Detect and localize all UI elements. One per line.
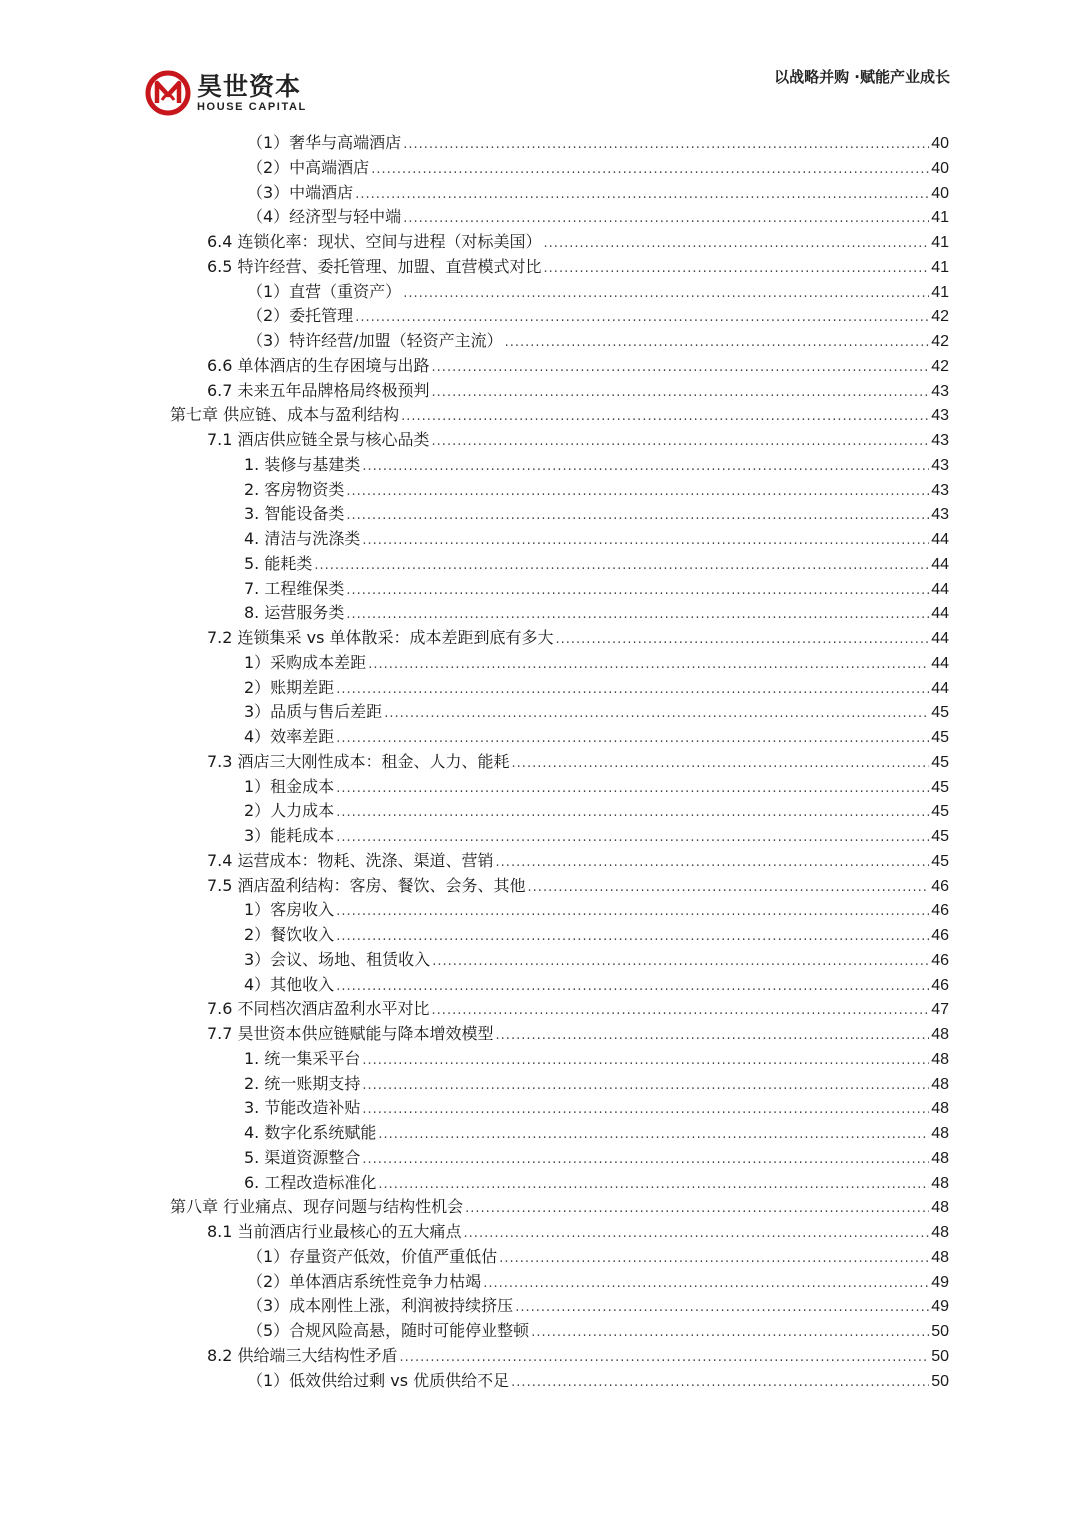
toc-entry-page: 45 — [931, 803, 949, 821]
toc-entry-title: 7.5 酒店盈利结构：客房、餐饮、会务、其他 — [207, 875, 526, 895]
toc-dot-leader — [362, 1148, 929, 1172]
toc-entry-page: 43 — [931, 506, 949, 524]
toc-entry[interactable] — [244, 1171, 949, 1195]
toc-entry-page: 48 — [931, 1026, 949, 1043]
toc-entry[interactable] — [207, 1220, 949, 1244]
toc-dot-leader — [378, 1173, 929, 1197]
toc-dot-leader — [336, 727, 929, 751]
toc-entry-page: 45 — [931, 753, 949, 771]
toc-dot-leader — [496, 1024, 930, 1048]
toc-entry[interactable] — [247, 280, 949, 304]
toc-entry-title: 4. 数字化系统赋能 — [244, 1123, 377, 1142]
toc-entry-page: 45 — [931, 778, 949, 796]
toc-dot-leader — [371, 158, 929, 182]
toc-entry[interactable] — [244, 1121, 949, 1145]
toc-dot-leader — [378, 1123, 929, 1147]
toc-entry-title: 第八章 行业痛点、现存问题与结构性机会 — [170, 1197, 464, 1217]
toc-entry-title: 1）采购成本差距 — [244, 652, 367, 672]
toc-entry-title: （5）合规风险高悬，随时可能停业整顿 — [247, 1321, 530, 1340]
toc-dot-leader — [515, 1296, 929, 1320]
toc-entry-page: 41 — [931, 283, 949, 301]
toc-dot-leader — [403, 282, 929, 306]
toc-entry-title: 3）品质与售后差距 — [244, 702, 383, 722]
toc-dot-leader — [505, 331, 930, 355]
toc-entry-page: 48 — [931, 1199, 949, 1217]
toc-entry-page: 43 — [931, 456, 949, 474]
toc-dot-leader — [336, 975, 929, 999]
toc-entry-page: 40 — [931, 159, 949, 177]
toc-entry-page: 48 — [931, 1149, 949, 1167]
toc-entry-page: 46 — [931, 927, 949, 944]
toc-entry-page: 46 — [931, 902, 949, 920]
toc-entry[interactable] — [244, 527, 949, 551]
toc-entry-page: 44 — [931, 531, 949, 548]
toc-entry-title: （1）存量资产低效，价值严重低估 — [247, 1246, 498, 1266]
toc-entry-title: （3）特许经营/加盟（轻资产主流） — [247, 331, 503, 350]
toc-entry-title: 7.2 连锁集采 vs 单体散采：成本差距到底有多大 — [207, 628, 554, 647]
toc-entry[interactable] — [247, 181, 949, 205]
toc-entry[interactable] — [207, 849, 949, 873]
toc-entry[interactable] — [244, 478, 949, 502]
toc-entry-title: 第七章 供应链、成本与盈利结构 — [170, 405, 400, 425]
toc-entry[interactable] — [207, 1022, 949, 1046]
toc-entry[interactable] — [244, 799, 949, 823]
toc-entry-page: 43 — [931, 432, 949, 449]
toc-entry[interactable] — [207, 1344, 949, 1368]
toc-entry-page: 44 — [931, 630, 949, 647]
toc-entry-title: 4）其他收入 — [244, 974, 335, 994]
toc-entry-page: 50 — [931, 1323, 949, 1340]
toc-entry-page: 43 — [931, 481, 949, 499]
logo-english-name: HOUSE CAPITAL — [197, 100, 307, 113]
toc-entry-title: 7.3 酒店三大刚性成本：租金、人力、能耗 — [207, 751, 510, 771]
toc-entry-page: 41 — [931, 209, 949, 227]
toc-entry[interactable] — [244, 1072, 949, 1096]
toc-entry[interactable] — [247, 1294, 949, 1318]
toc-entry[interactable] — [244, 502, 949, 526]
toc-entry-title: 4. 清洁与洗涤类 — [244, 529, 361, 548]
toc-entry-page: 48 — [931, 1125, 949, 1142]
toc-dot-leader — [346, 480, 929, 504]
toc-entry-title: 3）能耗成本 — [244, 826, 335, 845]
toc-entry[interactable] — [247, 1270, 949, 1294]
toc-entry[interactable] — [170, 403, 949, 427]
toc-dot-leader — [400, 1346, 930, 1370]
toc-entry-title: （1）低效供给过剩 vs 优质供给不足 — [247, 1370, 510, 1390]
toc-entry[interactable] — [244, 1146, 949, 1170]
toc-dot-leader — [403, 207, 929, 231]
toc-entry-title: 2）餐饮收入 — [244, 925, 335, 944]
toc-entry-page: 48 — [931, 1248, 949, 1266]
toc-entry-title: 2. 客房物资类 — [244, 479, 345, 499]
toc-entry-page: 48 — [931, 1075, 949, 1093]
toc-entry[interactable] — [207, 750, 949, 774]
toc-entry-title: 5. 渠道资源整合 — [244, 1147, 361, 1167]
toc-entry-title: 6. 工程改造标准化 — [244, 1172, 377, 1192]
toc-entry[interactable] — [247, 131, 949, 155]
toc-entry-page: 44 — [931, 654, 949, 672]
house-capital-logo — [145, 70, 307, 116]
toc-dot-leader — [544, 232, 930, 256]
toc-entry[interactable] — [244, 1047, 949, 1071]
toc-dot-leader — [346, 603, 929, 627]
toc-entry-page: 44 — [931, 679, 949, 697]
toc-dot-leader — [336, 777, 929, 801]
toc-entry-title: 7.6 不同档次酒店盈利水平对比 — [207, 999, 430, 1019]
toc-entry[interactable] — [207, 626, 949, 650]
toc-entry[interactable] — [244, 923, 949, 947]
toc-entry[interactable] — [207, 255, 949, 279]
toc-dot-leader — [362, 529, 929, 553]
toc-dot-leader — [432, 430, 930, 454]
toc-entry-page: 45 — [931, 852, 949, 870]
toc-dot-leader — [362, 1098, 929, 1122]
toc-dot-leader — [362, 1049, 929, 1073]
toc-entry[interactable] — [207, 428, 949, 452]
toc-dot-leader — [464, 1222, 930, 1246]
toc-entry-title: 6.4 连锁化率：现状、空间与进程（对标美国） — [207, 232, 542, 251]
toc-entry[interactable] — [207, 874, 949, 898]
toc-entry-title: 1）客房收入 — [244, 900, 335, 920]
toc-entry-page: 48 — [931, 1100, 949, 1118]
toc-entry-title: 8. 运营服务类 — [244, 603, 345, 623]
toc-entry-title: （2）中高端酒店 — [247, 157, 370, 177]
toc-dot-leader — [432, 999, 930, 1023]
toc-dot-leader — [384, 702, 929, 726]
toc-entry[interactable] — [247, 304, 949, 328]
toc-entry-page: 47 — [931, 1001, 949, 1019]
toc-entry-page: 46 — [931, 877, 949, 895]
toc-entry-title: 2）账期差距 — [244, 677, 335, 697]
toc-entry-title: 8.2 供给端三大结构性矛盾 — [207, 1345, 398, 1365]
toc-entry-page: 40 — [931, 135, 949, 152]
toc-entry-title: 1. 统一集采平台 — [244, 1048, 361, 1068]
toc-entry[interactable] — [244, 601, 949, 625]
toc-dot-leader — [355, 306, 929, 330]
toc-entry-page: 41 — [931, 258, 949, 276]
toc-entry-title: 1）租金成本 — [244, 776, 335, 796]
logo-chinese-name: 昊世资本 — [197, 71, 302, 101]
toc-entry-page: 48 — [931, 1174, 949, 1192]
toc-dot-leader — [432, 381, 930, 405]
toc-entry-title: （1）直营（重资产） — [247, 281, 402, 301]
toc-entry-page: 43 — [931, 407, 949, 425]
toc-entry-title: （2）委托管理 — [247, 306, 354, 326]
toc-dot-leader — [336, 826, 929, 850]
toc-dot-leader — [362, 455, 929, 479]
toc-entry[interactable] — [244, 824, 949, 848]
toc-entry[interactable] — [244, 948, 949, 972]
toc-dot-leader — [401, 405, 929, 429]
toc-dot-leader — [362, 1074, 929, 1098]
toc-entry[interactable] — [244, 973, 949, 997]
toc-dot-leader — [483, 1272, 929, 1296]
toc-entry-title: （2）单体酒店系统性竞争力枯竭 — [247, 1271, 482, 1291]
toc-dot-leader — [336, 678, 929, 702]
toc-entry-page: 49 — [931, 1273, 949, 1291]
toc-entry-page: 49 — [931, 1298, 949, 1316]
toc-dot-leader — [314, 554, 929, 578]
toc-dot-leader — [346, 579, 929, 603]
toc-entry-page: 41 — [931, 234, 949, 251]
toc-entry[interactable] — [247, 1369, 949, 1393]
toc-entry[interactable] — [244, 700, 949, 724]
toc-dot-leader — [368, 653, 929, 677]
toc-entry-page: 40 — [931, 184, 949, 202]
toc-entry-title: （3）中端酒店 — [247, 182, 354, 202]
toc-entry-page: 50 — [931, 1372, 949, 1390]
toc-entry-page: 42 — [931, 357, 949, 375]
toc-entry-title: 8.1 当前酒店行业最核心的五大痛点 — [207, 1222, 462, 1241]
toc-entry-page: 45 — [931, 828, 949, 845]
toc-entry-title: 7. 工程维保类 — [244, 578, 345, 598]
toc-entry-page: 46 — [931, 951, 949, 969]
toc-entry-title: 2）人力成本 — [244, 801, 335, 821]
toc-entry-title: 3. 节能改造补贴 — [244, 1098, 361, 1118]
toc-dot-leader — [432, 356, 930, 380]
toc-entry-title: 7.4 运营成本：物耗、洗涤、渠道、营销 — [207, 850, 494, 870]
toc-dot-leader — [499, 1247, 929, 1271]
toc-entry[interactable] — [244, 552, 949, 576]
toc-entry-title: 2. 统一账期支持 — [244, 1073, 361, 1093]
toc-entry-title: 6.5 特许经营、委托管理、加盟、直营模式对比 — [207, 256, 542, 276]
toc-entry-title: （4）经济型与轻中端 — [247, 207, 402, 227]
toc-dot-leader — [531, 1321, 929, 1345]
toc-entry[interactable] — [207, 997, 949, 1021]
toc-entry[interactable] — [244, 725, 949, 749]
toc-entry-page: 48 — [931, 1050, 949, 1068]
toc-entry[interactable] — [247, 205, 949, 229]
toc-entry[interactable] — [207, 354, 949, 378]
toc-dot-leader — [346, 504, 929, 528]
toc-dot-leader — [544, 257, 930, 281]
toc-entry[interactable] — [170, 1195, 949, 1219]
toc-entry-page: 45 — [931, 729, 949, 746]
toc-entry-title: 6.7 未来五年品牌格局终极预判 — [207, 380, 430, 400]
toc-entry[interactable] — [207, 379, 949, 403]
toc-entry[interactable] — [247, 1245, 949, 1269]
toc-entry-title: 7.1 酒店供应链全景与核心品类 — [207, 430, 430, 449]
page-header — [0, 0, 1080, 130]
toc-dot-leader — [336, 801, 929, 825]
toc-entry-page: 50 — [931, 1347, 949, 1365]
toc-entry-title: 6.6 单体酒店的生存困境与出路 — [207, 355, 430, 375]
toc-entry-page: 43 — [931, 382, 949, 400]
toc-entry[interactable] — [244, 453, 949, 477]
toc-dot-leader — [511, 1371, 929, 1395]
toc-entry-title: （3）成本刚性上涨，利润被持续挤压 — [247, 1296, 514, 1316]
toc-dot-leader — [556, 628, 930, 652]
toc-entry-page: 44 — [931, 580, 949, 598]
toc-entry-page: 44 — [931, 605, 949, 623]
toc-entry[interactable] — [247, 329, 949, 353]
toc-entry[interactable] — [247, 1319, 949, 1343]
logo-mark-icon — [145, 70, 191, 116]
header-slogan: 以战略并购 ·赋能产业成长 — [774, 68, 950, 86]
toc-entry-title: 3）会议、场地、租赁收入 — [244, 949, 431, 969]
toc-entry[interactable] — [247, 156, 949, 180]
toc-entry-title: 7.7 昊世资本供应链赋能与降本增效模型 — [207, 1024, 494, 1043]
toc-dot-leader — [403, 133, 929, 157]
toc-entry[interactable] — [207, 230, 949, 254]
toc-dot-leader — [336, 925, 929, 949]
toc-dot-leader — [528, 876, 930, 900]
toc-entry-title: 5. 能耗类 — [244, 553, 313, 573]
toc-dot-leader — [512, 752, 930, 776]
toc-entry[interactable] — [244, 775, 949, 799]
toc-dot-leader — [355, 183, 929, 207]
toc-entry[interactable] — [244, 577, 949, 601]
toc-entry[interactable] — [244, 1096, 949, 1120]
toc-entry-page: 45 — [931, 704, 949, 722]
toc-dot-leader — [496, 851, 930, 875]
toc-dot-leader — [432, 950, 929, 974]
toc-entry-page: 42 — [931, 333, 949, 350]
toc-entry-page: 48 — [931, 1224, 949, 1241]
toc-entry-title: 1. 装修与基建类 — [244, 454, 361, 474]
toc-entry-page: 46 — [931, 976, 949, 994]
toc-entry[interactable] — [244, 651, 949, 675]
toc-entry-title: 4）效率差距 — [244, 727, 335, 746]
toc-entry-page: 44 — [931, 555, 949, 573]
toc-entry-title: 3. 智能设备类 — [244, 504, 345, 524]
toc-entry-title: （1）奢华与高端酒店 — [247, 133, 402, 152]
toc-entry-page: 42 — [931, 308, 949, 326]
toc-entry[interactable] — [244, 676, 949, 700]
toc-dot-leader — [336, 900, 929, 924]
toc-dot-leader — [465, 1197, 929, 1221]
toc-entry[interactable] — [244, 898, 949, 922]
